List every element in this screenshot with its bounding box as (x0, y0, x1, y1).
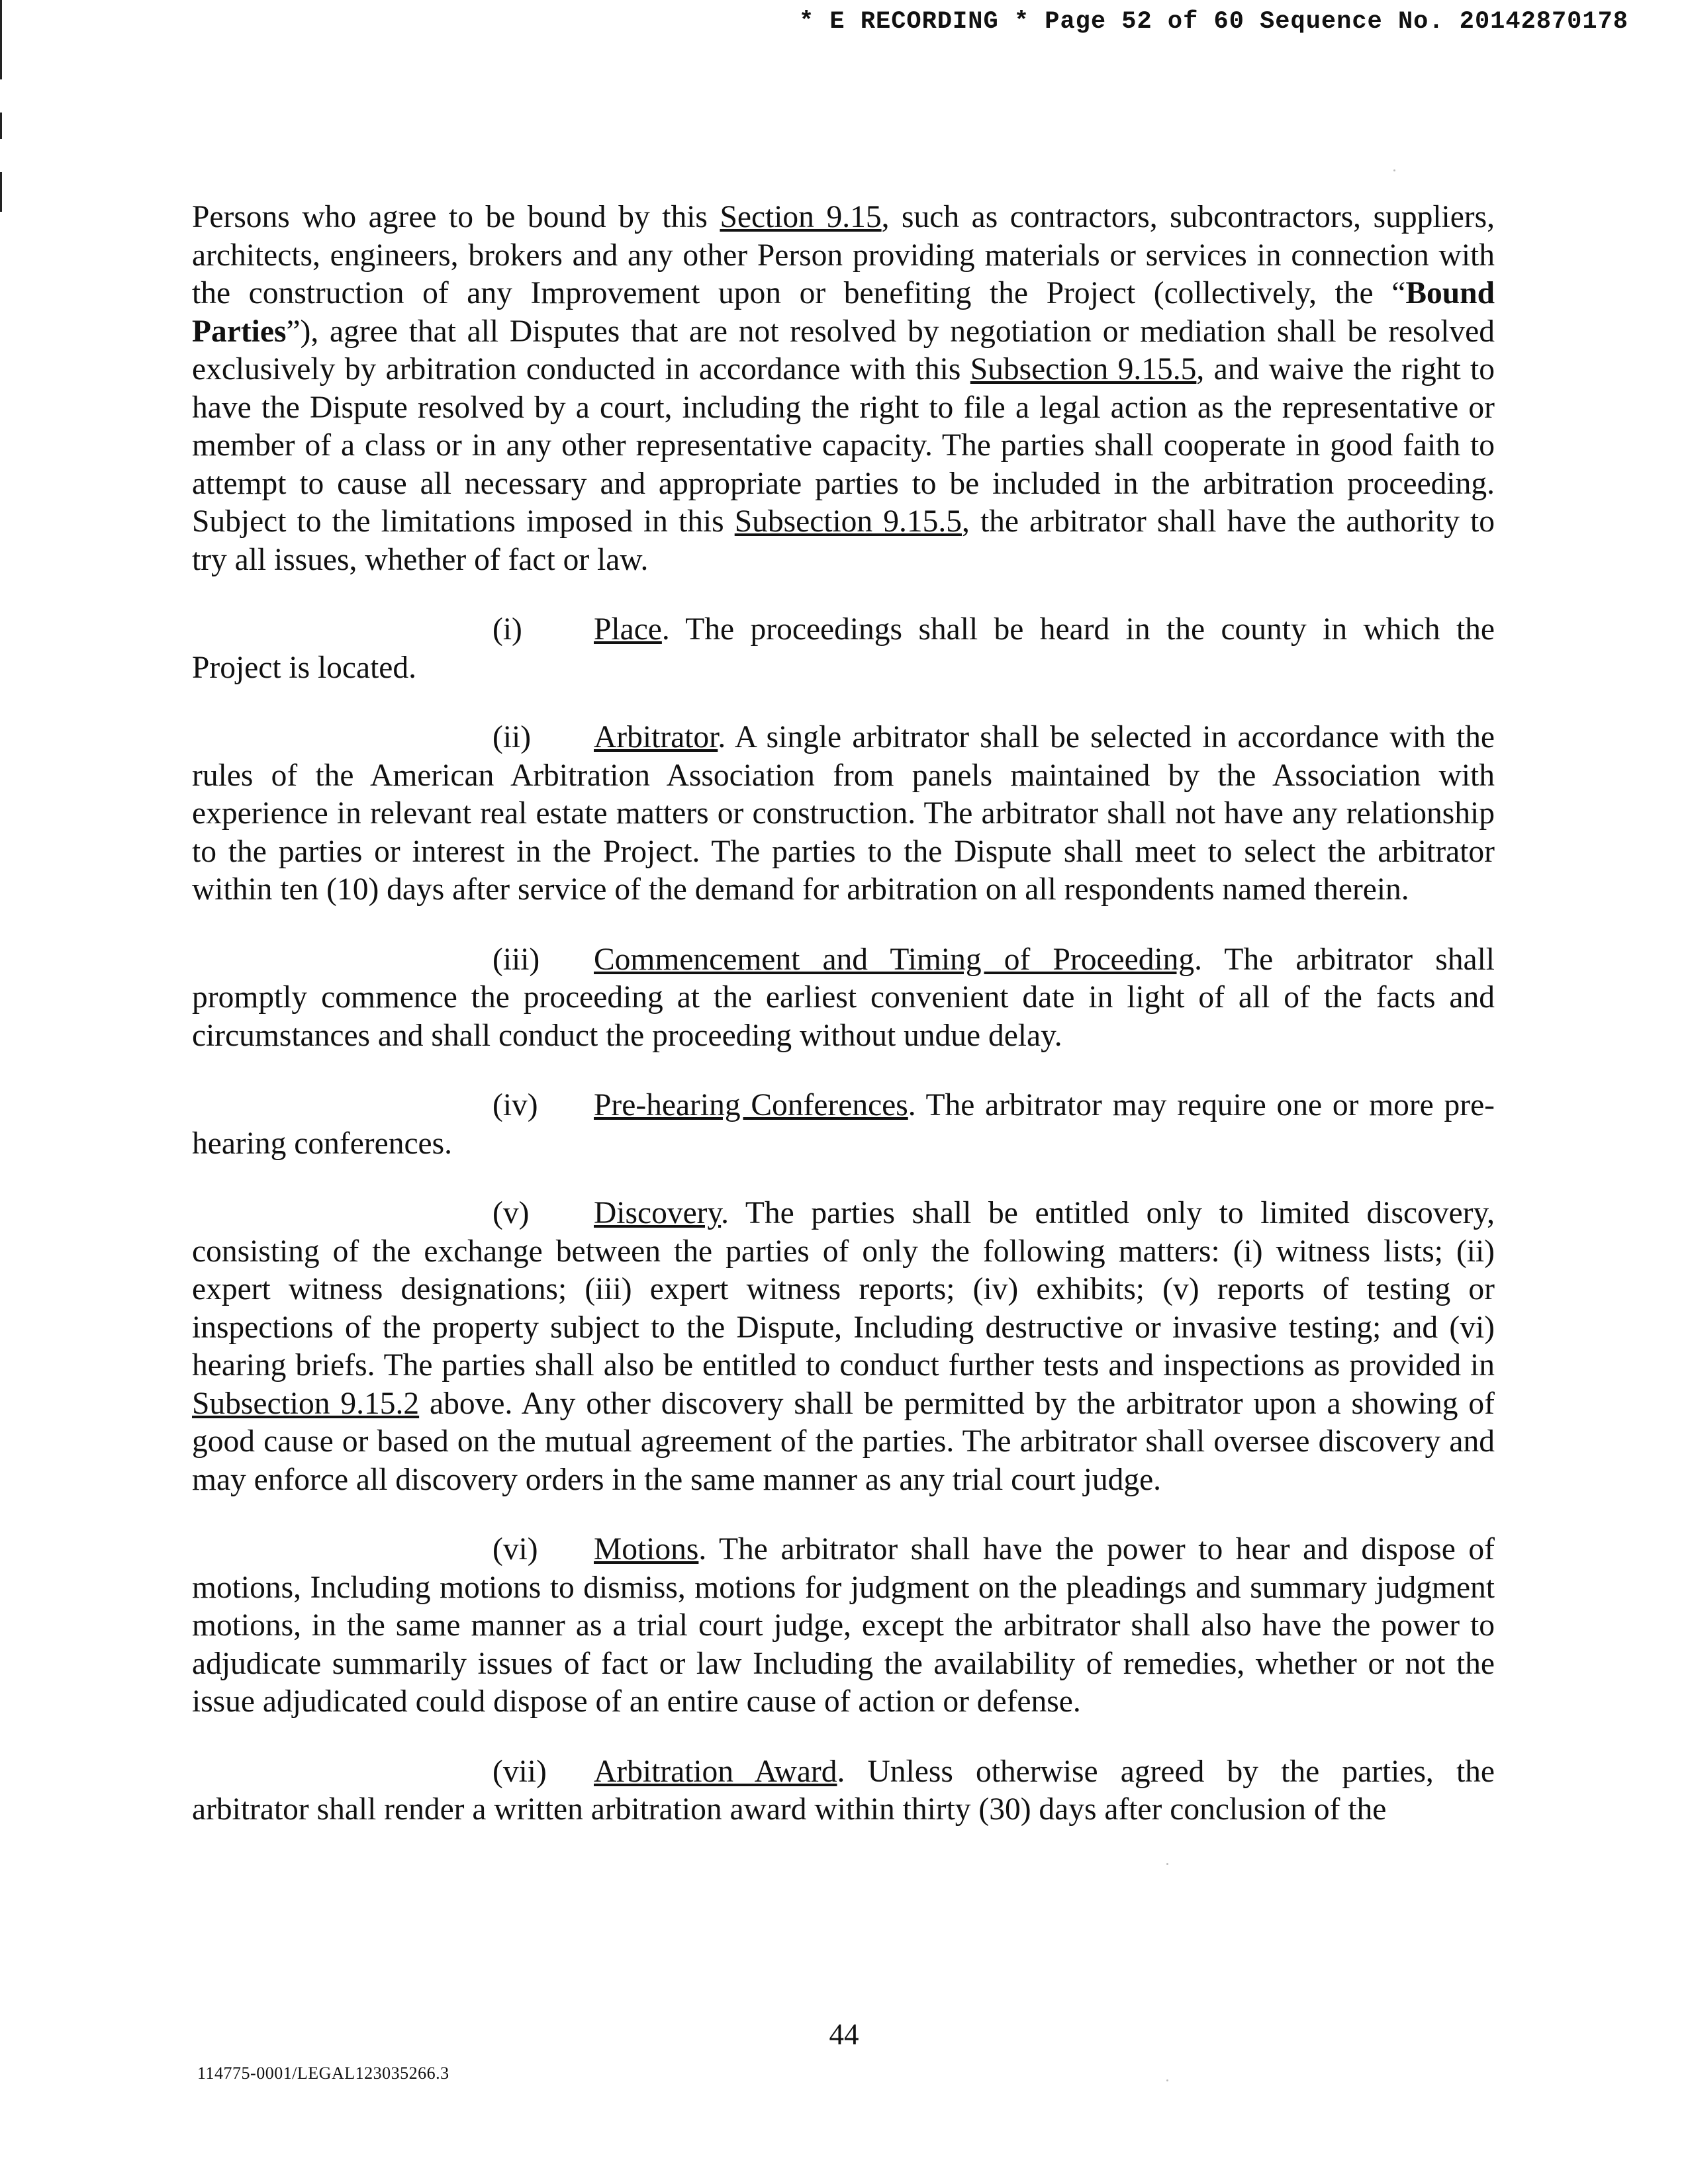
document-id: 114775-0001/LEGAL123035266.3 (197, 2064, 449, 2083)
section-reference: Section 9.15 (720, 200, 882, 234)
clause-heading: Discovery (594, 1196, 722, 1230)
subsection-reference: Subsection 9.15.5 (734, 504, 962, 539)
scan-speck (1166, 2079, 1168, 2081)
clause-prehearing: (iv) Pre-hearing Conferences. The arbitrator may require one or more pre-hearing conferences. (192, 1088, 1495, 1161)
clause-heading: Pre-hearing Conferences (594, 1088, 908, 1122)
page-number: 44 (829, 2018, 859, 2051)
clause-number: (i) (492, 612, 522, 647)
clause-commencement: (iii) Commencement and Timing of Proceeding. The arbitrator shall promptly commence the proceeding at the earliest convenient date in light of all of the facts and circumstances and shall conduct the proceeding without undue delay. (192, 942, 1495, 1053)
clause-heading: Arbitrator (594, 720, 718, 754)
clause-number: (v) (492, 1196, 530, 1230)
clause-arbitrator: (ii) Arbitrator. A single arbitrator shall be selected in accordance with the rules of the American Arbitration Association from panels maintained by the Association with experience in relevant real estate matters or construction. The arbitrator shall not have any relationship to the parties or interest in the Project. The parties to the Dispute shall meet to select the arbitrator within ten (10) days after service of the demand for arbitration on all respondents named therein. (192, 720, 1495, 907)
document-body (192, 199, 1495, 1861)
recording-header: * E RECORDING * Page 52 of 60 Sequence No. 20142870178 (799, 8, 1628, 36)
subsection-reference: Subsection 9.15.2 (192, 1386, 420, 1421)
clause-heading: Motions (594, 1532, 699, 1567)
scan-edge-mark (0, 172, 2, 212)
clause-discovery: (v) Discovery. The parties shall be entitled only to limited discovery, consisting of the exchange between the parties of only the following matters: (i) witness lists; (ii) expert witness designations; (iii) expert witness reports; (iv) exhibits; (v) reports of testing or inspections of the property subject to the Dispute, Including destructive or invasive testing; and (vi) hearing briefs. The parties shall also be entitled to conduct further tests and inspections as provided in Subsection 9.15.2 above. Any other discovery shall be permitted by the arbitrator upon a showing of good cause or based on the mutual agreement of the parties. The arbitrator shall oversee discovery and may enforce all discovery orders in the same manner as any trial court judge. (192, 1196, 1495, 1497)
scan-speck (1166, 1863, 1168, 1865)
clause-number: (ii) (492, 720, 532, 754)
clause-heading: Commencement and Timing of Proceeding (594, 942, 1195, 977)
clause-heading: Arbitration Award (594, 1754, 837, 1789)
clause-motions: (vi) Motions. The arbitrator shall have the power to hear and dispose of motions, Including motions to dismiss, motions for judgment on the pleadings and summary judgment motions, in the same manner as a trial court judge, except the arbitrator shall also have the power to adjudicate summarily issues of fact or law Including the availability of remedies, whether or not the issue adjudicated could dispose of an entire cause of action or defense. (192, 1532, 1495, 1719)
clause-award: (vii) Arbitration Award. Unless otherwise agreed by the parties, the arbitrator shall render a written arbitration award within thirty (30) days after conclusion of the (192, 1754, 1495, 1827)
intro-paragraph: Persons who agree to be bound by this Section 9.15, such as contractors, subcontractors, suppliers, architects, engineers, brokers and any other Person providing materials or services in connection with the construction of any Improvement upon or benefiting the Project (collectively, the “Bound Parties”), agree that all Disputes that are not resolved by negotiation or mediation shall be resolved exclusively by arbitration conducted in accordance with this Subsection 9.15.5, and waive the right to have the Dispute resolved by a court, including the right to file a legal action as the representative or member of a class or in any other representative capacity. The parties shall cooperate in good faith to attempt to cause all necessary and appropriate parties to be included in the arbitration proceeding. Subject to the limitations imposed in this Subsection 9.15.5, the arbitrator shall have the authority to try all issues, whether of fact or law. (192, 200, 1495, 577)
scan-speck (1393, 169, 1395, 171)
subsection-reference: Subsection 9.15.5 (970, 352, 1197, 387)
clause-heading: Place (594, 612, 662, 647)
clause-number: (iii) (492, 942, 540, 977)
scan-edge-mark (0, 113, 2, 139)
scan-edge-mark (0, 0, 2, 79)
clause-number: (iv) (492, 1088, 538, 1122)
clause-number: (vii) (492, 1754, 547, 1789)
defined-term: Bound Parties (192, 276, 1495, 349)
clause-place: (i) Place. The proceedings shall be heard in the county in which the Project is located. (192, 612, 1495, 685)
clause-number: (vi) (492, 1532, 538, 1567)
